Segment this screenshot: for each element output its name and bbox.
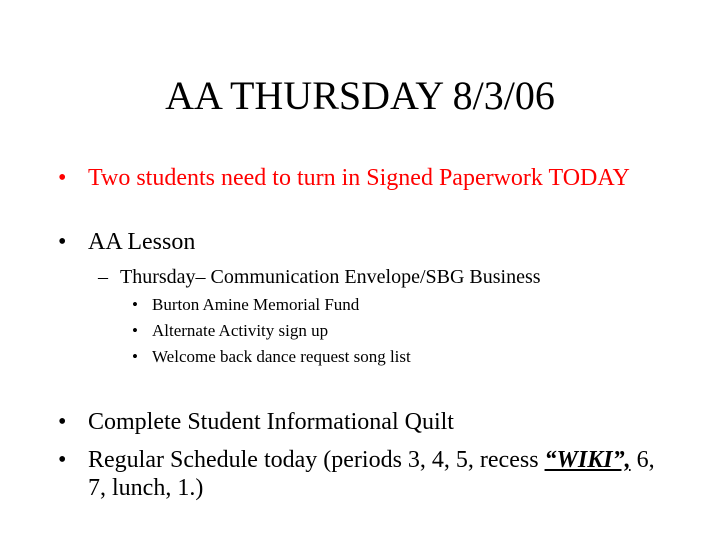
sub-sub-bullet-alternate-activity <box>132 320 328 342</box>
bullet-signed-paperwork <box>58 164 658 192</box>
bullet-text <box>88 446 678 502</box>
sub-bullet-thursday <box>98 264 678 290</box>
bullet-mark: • <box>132 347 138 366</box>
bullet-regular-schedule <box>58 446 678 502</box>
schedule-suffix: 6, 7, lunch, 1.) <box>88 447 655 501</box>
bullet-mark: • <box>58 409 67 435</box>
dash-mark: – <box>98 266 108 288</box>
bullet-text: Two students need to turn in Signed Paperwork TODAY <box>88 165 630 191</box>
sub-sub-bullet-text: Welcome back dance request song list <box>152 347 411 366</box>
bullet-text: Complete Student Informational Quilt <box>88 409 454 435</box>
sub-sub-bullet-text: Alternate Activity sign up <box>152 321 329 340</box>
bullet-aa-lesson <box>58 228 658 256</box>
bullet-mark: • <box>58 229 67 255</box>
bullet-mark: • <box>132 295 138 314</box>
sub-sub-bullet-memorial-fund <box>132 294 359 316</box>
bullet-mark: • <box>58 165 67 191</box>
bullet-text: AA Lesson <box>88 229 196 255</box>
schedule-prefix: Regular Schedule today (periods 3, 4, 5, recess <box>88 447 545 473</box>
bullet-mark: • <box>58 447 67 473</box>
sub-sub-bullet-text: Burton Amine Memorial Fund <box>152 295 360 314</box>
sub-sub-bullet-dance-song-list <box>132 346 411 368</box>
sub-bullet-text: Thursday– Communication Envelope/SBG Business <box>120 266 541 288</box>
slide-title: AA THURSDAY 8/3/06 <box>165 73 555 118</box>
bullet-student-quilt <box>58 408 678 436</box>
bullet-mark: • <box>132 321 138 340</box>
schedule-wiki-emphasis: “WIKI”, <box>544 447 631 473</box>
